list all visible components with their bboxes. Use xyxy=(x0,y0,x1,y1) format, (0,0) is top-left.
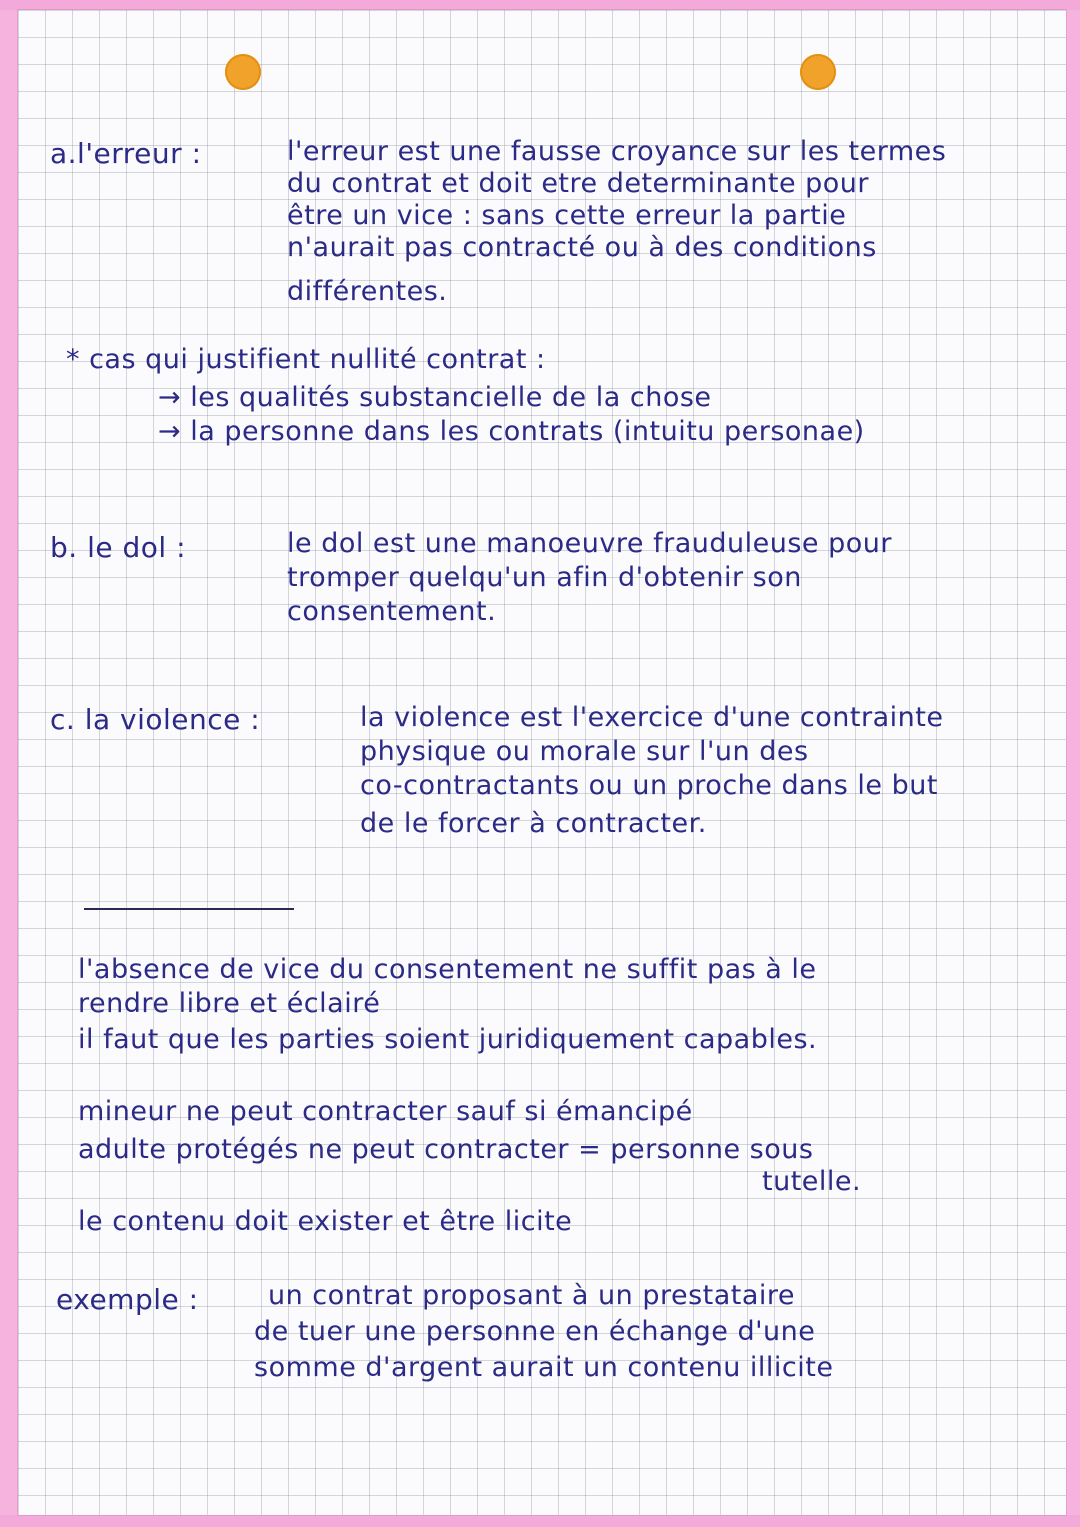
example-line: un contrat proposant à un prestataire xyxy=(268,1280,796,1311)
section-c-line: de le forcer à contracter. xyxy=(360,808,707,839)
paragraph-line: rendre libre et éclairé xyxy=(78,988,381,1019)
section-a-line: être un vice : sans cette erreur la partie xyxy=(287,200,847,231)
example-line: de tuer une personne en échange d'une xyxy=(254,1316,816,1347)
section-b-label: b. le dol : xyxy=(50,531,186,564)
section-c-label: c. la violence : xyxy=(50,703,261,736)
paragraph-line: mineur ne peut contracter sauf si émancipé xyxy=(78,1096,693,1127)
nullity-item: → la personne dans les contrats (intuitu personae) xyxy=(158,416,865,447)
section-c-line: physique ou morale sur l'un des xyxy=(360,736,809,767)
section-b-line: consentement. xyxy=(287,596,497,627)
section-a-line: l'erreur est une fausse croyance sur les termes xyxy=(287,136,947,167)
paragraph-line: l'absence de vice du consentement ne suffit pas à le xyxy=(78,954,817,985)
punch-hole-icon xyxy=(225,54,261,90)
section-b-line: tromper quelqu'un afin d'obtenir son xyxy=(287,562,802,593)
nullity-heading: * cas qui justifient nullité contrat : xyxy=(66,344,546,375)
nullity-item: → les qualités substancielle de la chose xyxy=(158,382,712,413)
section-a-label: a.l'erreur : xyxy=(50,137,202,170)
section-b-line: le dol est une manoeuvre frauduleuse pour xyxy=(287,528,892,559)
paragraph-line: le contenu doit exister et être licite xyxy=(78,1206,573,1237)
paragraph-line: il faut que les parties soient juridiquement capables. xyxy=(78,1024,818,1055)
section-a-line: n'aurait pas contracté ou à des conditions xyxy=(287,232,877,263)
section-a-line: du contrat et doit etre determinante pour xyxy=(287,168,870,199)
section-c-line: co-contractants ou un proche dans le but xyxy=(360,770,938,801)
pink-left-margin xyxy=(0,10,18,1515)
example-line: somme d'argent aurait un contenu illicite xyxy=(254,1352,834,1383)
punch-hole-icon xyxy=(800,54,836,90)
separator-line xyxy=(84,908,294,910)
example-label: exemple : xyxy=(56,1283,199,1316)
paragraph-line: tutelle. xyxy=(762,1166,862,1197)
section-a-line: différentes. xyxy=(287,276,448,307)
section-c-line: la violence est l'exercice d'une contrainte xyxy=(360,702,944,733)
paragraph-line: adulte protégés ne peut contracter = personne sous xyxy=(78,1134,814,1165)
